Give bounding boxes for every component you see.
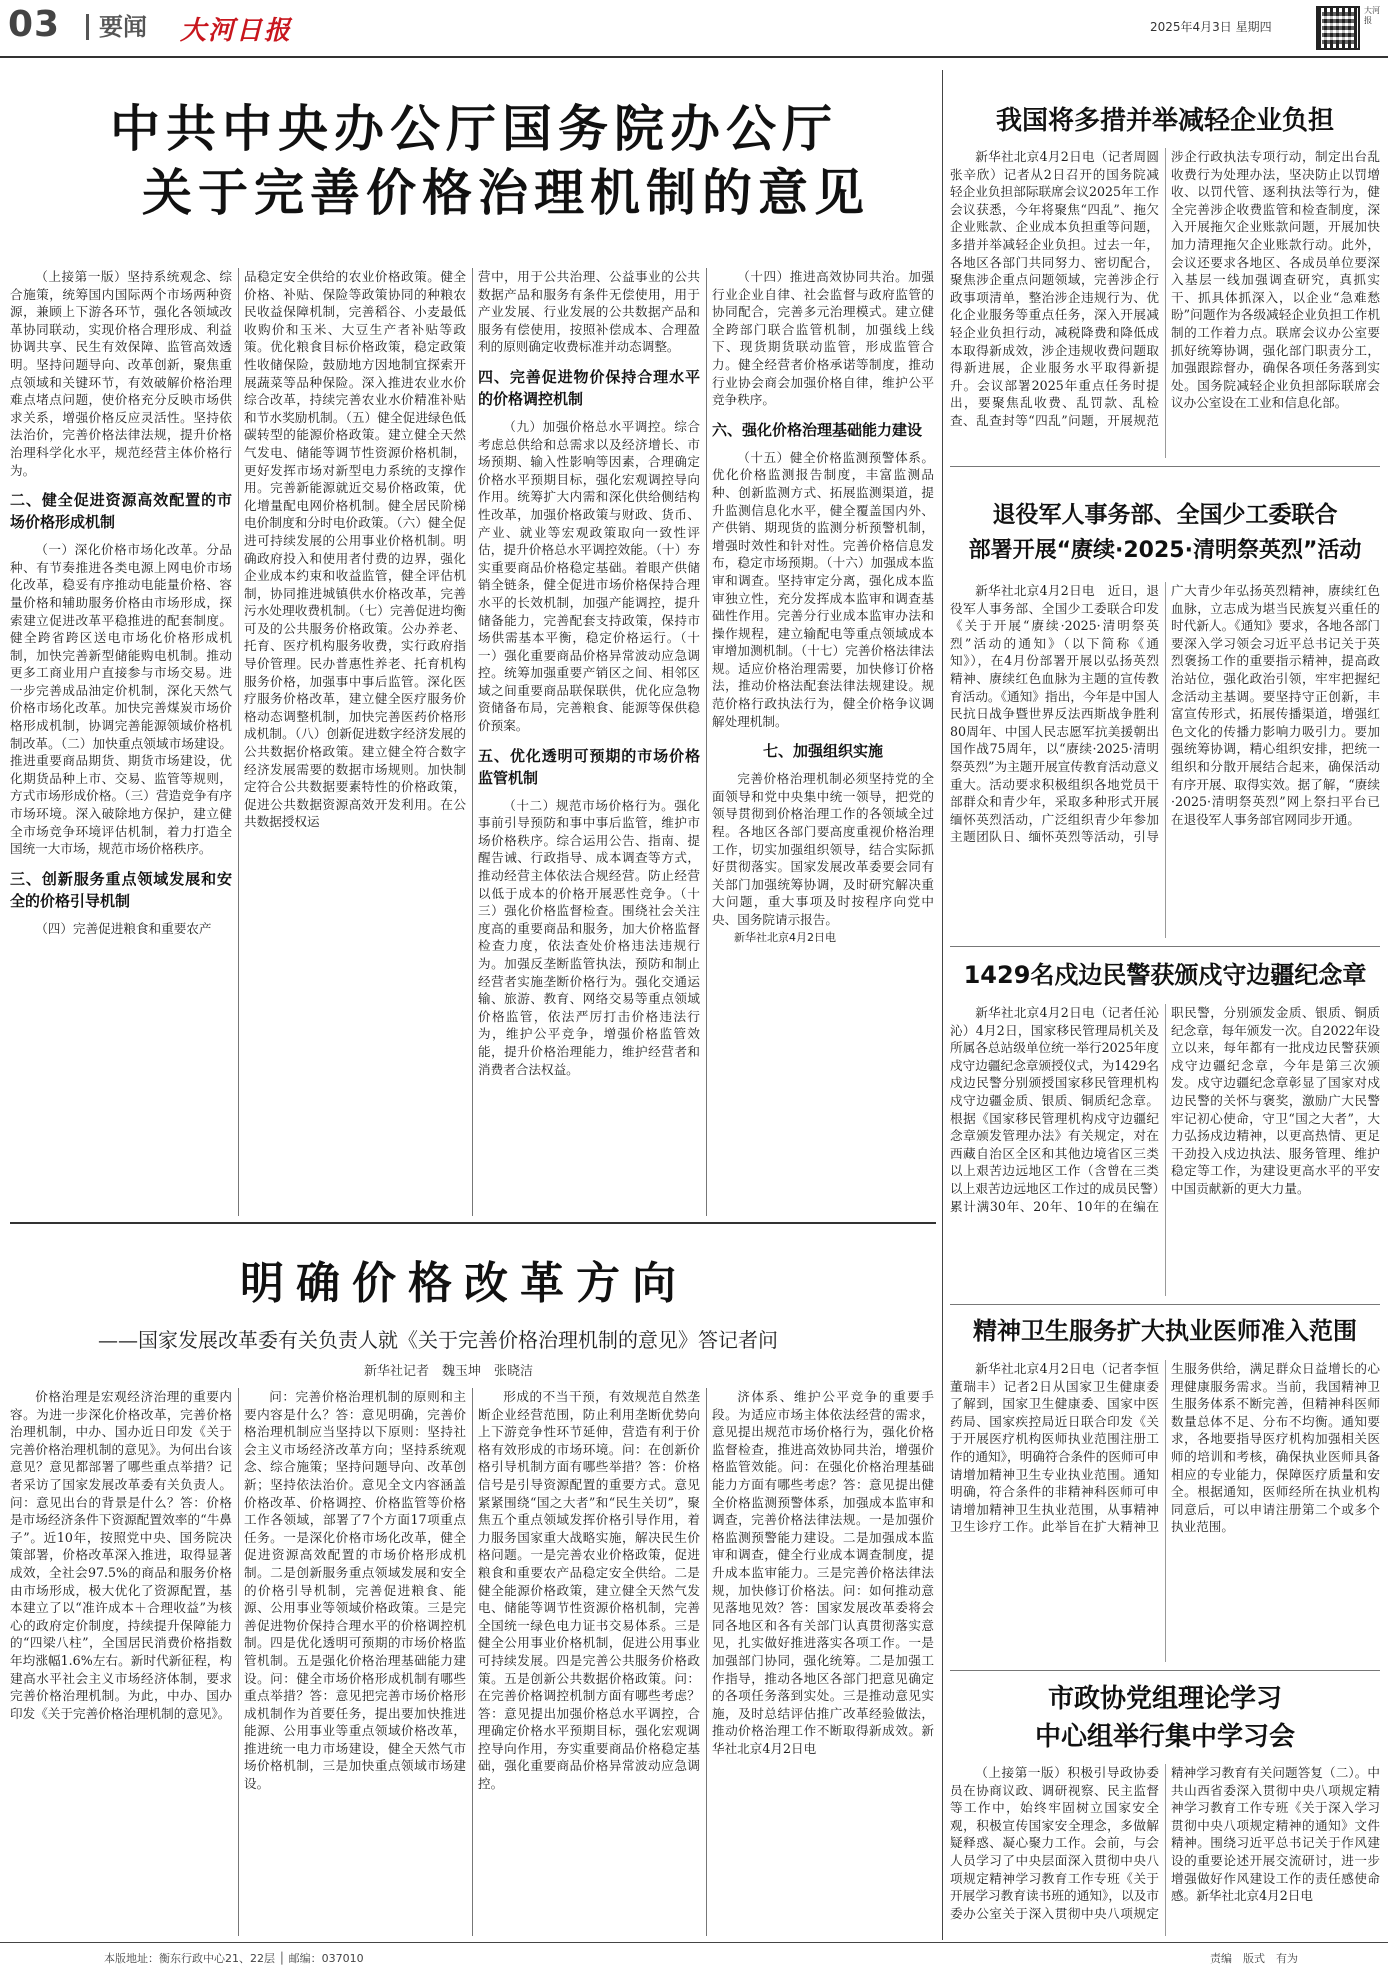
story-rule xyxy=(950,1670,1380,1671)
lead-section-4-body: （九）加强价格总水平调控。综合考虑总供给和总需求以及经济增长、市场预期、输入性影响等因素，合理确定价格水平预期目标，强化宏观调控导向作用。统筹扩大内需和深化供给侧结构性改革，加强价格政策与财政、货币、产业、就业等宏观政策取向一致性评估，提升价格总水平调控效能。（十）夯实重要商品价格稳定基础。着眼产供储销全链条，健全促进市场价格保持合理水平的长效机制，加强产能调控，提升储备能力，完善配套支持政策，保持市场供需基本平衡，稳定价格运行。（十一）强化重要商品价格异常波动应急调控。统筹加强重要产销区之间、相邻区域之间重要商品联保联供，优化应急物资储备布局，完善粮食、能源等保供稳价预案。 xyxy=(478,418,700,734)
lead-column-4-intro: （十四）推进高效协同共治。加强行业企业自律、社会监督与政府监管的协同配合，完善多元治理模式。建立健全跨部门联合监管机制，加强线上线下、现货期货联动监管，形成监管合力。健全经营者价格承诺等制度，推动行业协会商会加强价格自律，维护公平竞争秩序。 xyxy=(712,269,934,408)
story-rule xyxy=(950,1304,1380,1305)
story5-headline-line2: 中心组举行集中学习会 xyxy=(1034,1722,1295,1752)
story4-text: 新华社北京4月2日电（记者李恒 董瑞丰）记者2日从国家卫生健康委了解到，国家卫生健康委、国家中医药局、国家疾控局近日联合印发《关于开展医疗机构医师执业范围注册工作的通知》，明确符合条件的医师可申请增加精神卫生专业执业范围。通知明确，符合条件的非精神科医师可申请增加精神卫生执业范围，从事精神卫生诊疗工作。此举旨在扩大精神卫生服务供给，满足群众日益增长的心理健康服务需求。当前，我国精神卫生服务体系不断完善，但精神科医师数量总体不足、分布不均衡。通知要求，各地要指导医疗机构加强相关医师的培训和考核，确保执业医师具备相应的专业能力，保障医疗质量和安全。根据通知，医师经所在执业机构同意后，可以申请注册第二个或多个执业范围。 xyxy=(950,1361,1380,1535)
column-divider xyxy=(238,1388,239,1936)
story5-body xyxy=(950,1764,1380,1936)
story5-headline-line1: 市政协党组理论学习 xyxy=(1047,1684,1282,1714)
lead-dateline: 新华社北京4月2日电 xyxy=(734,930,836,944)
lead-intro: （上接第一版）坚持系统观念、综合施策，统筹国内国际两个市场两种资源，兼顾上下游各环节，强化各领域改革协同联动，实现价格合理形成、利益协调共享、民生有效保障、监管高效透明。坚持问题导向、改革创新，聚焦重点领域和关键环节，有效破解价格治理难点堵点问题，使价格充分反映市场供求关系，增强价格反应灵活性。坚持依法治价，完善价格法律法规，提升价格治理科学化水平，规范经营主体价格行为。 xyxy=(10,269,232,478)
story-rule xyxy=(950,946,1380,947)
story1-text: 新华社北京4月2日电（记者周圆 张辛欣）记者从2日召开的国务院减轻企业负担部际联席会议2025年工作会议获悉，今年将聚焦“四乱”、拖欠企业账款、企业成本负担重等问题，多措并举减轻企业负担。过去一年，各地区各部门共同努力、密切配合，聚焦涉企重点问题领域，完善涉企行政事项清单，整治涉企违规行为、优化企业服务等重点任务，深入开展减轻企业负担行动，减税降费和降低成本取得新成效，涉企违规收费问题取得新进展，企业服务水平取得新提升。会议部署2025年重点任务时提出，要聚焦乱收费、乱罚款、乱检查、乱查封等“四乱”问题，开展规范涉企行政执法专项行动，制定出台乱收费行为处理办法，坚决防止以罚增收、以罚代管、逐利执法等行为，健全完善涉企收费监管和检查制度，深入开展拖欠企业账款问题，开展加快加力清理拖欠企业账款行动。此外，会议还要求各地区、各成员单位要深入基层一线加强调查研究，真抓实干、抓具体抓深入，以企业“急难愁盼”问题作为各级减轻企业负担工作机制的工作着力点。联席会议办公室要抓好统筹协调，强化部门职责分工，加强跟踪督办，确保各项任务落到实处。国务院减轻企业负担部际联席会议办公室设在工业和信息化部。 xyxy=(950,149,1380,428)
interview-column-4-body: 济体系、维护公平竞争的重要手段。为适应市场主体依法经营的需求，意见提出规范市场价格行为，强化价格监督检查，推进高效协同共治，增强价格监管效能。问：在强化价格治理基础能力方面有哪些考虑？答：意见提出健全价格监测预警体系，加强成本监审和调查，完善价格法律法规。一是加强价格监测预警能力建设。二是加强成本监审和调查，健全行业成本调查制度，提升成本监审能力。三是完善价格法律法规，加快修订价格法。问：如何推动意见落地见效？答：国家发展改革委将会同各地区和各有关部门认真贯彻落实意见，扎实做好推进落实各项工作。一是加强部门协同，强化统筹。二是加强工作指导，推动各地区各部门把意见确定的各项任务落到实处。三是推动意见实施，及时总结评估推广改革经验做法，推动价格治理工作不断取得新成效。新华社北京4月2日电 xyxy=(712,1389,934,1756)
lead-section-6-body: （十五）健全价格监测预警体系。优化价格监测报告制度，丰富监测品种、创新监测方式、拓展监测渠道，提升监测信息化水平，健全覆盖国内外、产供销、期现货的监测分析预警机制，增强时效性和针对性。完善价格信息发布，稳定市场预期。（十六）加强成本监审和调查。坚持审定分离，强化成本监审独立性，充分发挥成本监审和调查基础性作用。完善分行业成本监审办法和操作规程，建立输配电等重点领域成本审增加测机制。（十七）完善价格法律法规。适应价格治理需要，加快修订价格法，推动价格法配套法律法规建设。规范价格行政执法行为，健全价格争议调解处理机制。 xyxy=(712,449,934,729)
lead-section-3-title: 三、创新服务重点领域发展和安全的价格引导机制 xyxy=(10,869,232,910)
lead-column-4 xyxy=(712,268,934,1216)
story2-text: 新华社北京4月2日电 近日，退役军人事务部、全国少工委联合印发《关于开展“赓续·2025·清明祭英烈”活动的通知》（以下简称《通知》），在4月份部署开展以弘扬英烈精神、赓续红色血脉为主题的宣传教育活动。《通知》指出，今年是中国人民抗日战争暨世界反法西斯战争胜利80周年、中国人民志愿军抗美援朝出国作战75周年，以“赓续·2025·清明祭英烈”为主题开展宣传教育活动意义重大。活动要求积极组织各地党员干部群众和青少年，采取多种形式开展缅怀英烈活动，广泛组织青少年参加主题团队日、缅怀英烈等活动，引导广大青少年弘扬英烈精神，赓续红色血脉，立志成为堪当民族复兴重任的时代新人。《通知》要求，各地各部门要深入学习领会习近平总书记关于英烈褒扬工作的重要指示精神，提高政治站位，强化政治引领，牢牢把握纪念活动主基调。要坚持守正创新，丰富宣传形式，拓展传播渠道，增强红色文化的传播力影响力吸引力。要加强统筹协调，精心组织安排，把统一组织和分散开展结合起来，确保活动有序开展、取得实效。据了解，“赓续·2025·清明祭英烈”网上祭扫平台已在退役军人事务部官网同步开通。 xyxy=(950,583,1380,845)
interview-column-1 xyxy=(10,1388,232,1936)
lead-column-1-tail: （四）完善促进粮食和重要农产 xyxy=(35,920,212,936)
footer-rule xyxy=(0,1942,1388,1943)
story2-headline-line2: 部署开展“赓续·2025·清明祭英烈”活动 xyxy=(968,538,1362,563)
column-divider xyxy=(472,1388,473,1936)
lead-section-7-title: 七、加强组织实施 xyxy=(762,742,883,761)
story2-body xyxy=(950,582,1380,938)
column-divider xyxy=(472,268,473,1216)
story1-body xyxy=(950,148,1380,458)
lead-section-6-title: 六、强化价格治理基础能力建设 xyxy=(712,420,923,439)
page-number: 03 xyxy=(8,4,61,45)
interview-column-3 xyxy=(478,1388,700,1936)
lead-section-5-body: （十二）规范市场价格行为。强化事前引导预防和事中事后监管，维护市场价格秩序。综合运用公告、指南、提醒告诫、行政指导、成本调查等方式，推动经营主体依法合规经营。防止经营以低于成本的价格开展恶性竞争。（十三）强化价格监督检查。围绕社会关注度高的重要商品和服务，加大价格监督检查力度，依法查处价格违法违规行为。加强反垄断监管执法，预防和制止经营者实施垄断价格行为。强化交通运输、旅游、教育、网络交易等重点领域价格监管，依法严厉打击价格违法行为，维护公平竞争，增强价格监管效能，提升价格治理能力，维护经营者和消费者合法权益。 xyxy=(478,797,700,1077)
column-divider xyxy=(706,1388,707,1936)
story3-text: 新华社北京4月2日电（记者任沁沁）4月2日，国家移民管理局机关及所属各总站级单位统一举行2025年度戍守边疆纪念章颁授仪式，为1429名戍边民警分别颁授国家移民管理机构戍守边疆金质、银质、铜质纪念章。根据《国家移民管理机构戍守边疆纪念章颁发管理办法》有关规定，对在西藏自治区全区和其他边境省区三类以上艰苦边远地区工作（含曾在三类以上艰苦边远地区工作过的成员民警）累计满30年、20年、10年的在编在职民警，分别颁发金质、银质、铜质纪念章，每年颁发一次。自2022年设立以来，每年都有一批戍边民警获颁戍守边疆纪念章，今年是第三次颁发。戍守边疆纪念章彰显了国家对戍边民警的关怀与褒奖，激励广大民警牢记初心使命，守卫“国之大者”，大力弘扬戍边精神，以更高热情、更足干劲投入戍边执法、服务管理、维护稳定等工作，为建设更高水平的平安中国贡献新的更大力量。 xyxy=(950,1005,1380,1214)
qr-label: 大河报 xyxy=(1364,6,1380,25)
story5-text: （上接第一版）积极引导政协委员在协商议政、调研视察、民主监督等工作中，始终牢固树立国家安全观，积极宣传国家安全理念，多做解疑释惑、凝心聚力工作。会前，与会人员学习了中央层面深入贯彻中央八项规定精神学习教育工作专班《关于开展学习教育读书班的通知》，以及市委办公室关于深入贯彻中央八项规定精神学习教育有关问题答复（二）。中共山西省委深入贯彻中央八项规定精神学习教育工作专班《关于深入学习贯彻中央八项规定精神的通知》文件精神。围绕习近平总书记关于作风建设的重要论述开展交流研讨，进一步增强做好作风建设工作的责任感使命感。新华社北京4月2日电 xyxy=(950,1765,1380,1921)
paper-logo: 大河日报 xyxy=(180,16,293,46)
right-rail-divider xyxy=(942,70,943,1940)
column-divider xyxy=(706,268,707,1216)
story1-headline: 我国将多措并举减轻企业负担 xyxy=(995,106,1334,136)
story4-headline: 精神卫生服务扩大执业医师准入范围 xyxy=(973,1317,1357,1345)
story3-body xyxy=(950,1004,1380,1296)
issue-date: 2025年4月3日 星期四 xyxy=(1150,20,1272,34)
interview-column-1-body: 价格治理是宏观经济治理的重要内容。为进一步深化价格改革，完善价格治理机制，中办、国办近日印发《关于完善价格治理机制的意见》。为何出台该意见？意见都部署了哪些重点举措？记者采访了国家发展改革委有关负责人。问：意见出台的背景是什么？答：价格是市场经济条件下资源配置效率的“牛鼻子”。近10年，按照党中央、国务院决策部署，价格改革深入推进，取得显著成效，全社会97.5%的商品和服务价格由市场形成，极大优化了资源配置，基本建立了以“准许成本＋合理收益”为核心的政府定价制度，持续提升保障能力的“四梁八柱”，全国居民消费价格指数年均涨幅1.6%左右。新时代新征程，构建高水平社会主义市场经济体制，要求完善价格治理机制。为此，中办、国办印发《关于完善价格治理机制的意见》。 xyxy=(10,1389,232,1721)
column-divider xyxy=(238,268,239,1216)
qr-code-icon xyxy=(1316,6,1360,50)
interview-column-4 xyxy=(712,1388,934,1936)
lead-column-2 xyxy=(244,268,466,1216)
interview-headline: 明确价格改革方向 xyxy=(240,1258,688,1309)
interview-byline: 新华社记者 魏玉坤 张晓洁 xyxy=(364,1364,534,1379)
section-label: 要闻 xyxy=(86,14,147,40)
lead-column-3-intro: 营中，用于公共治理、公益事业的公共数据产品和服务有条件无偿使用，用于产业发展、行业发展的公共数据产品和服务有偿使用，按照补偿成本、合理盈利的原则确定收费标准并动态调整。 xyxy=(478,269,700,355)
interview-column-3-body: 形成的不当干预，有效规范自然垄断企业经营范围，防止利用垄断优势向上下游竞争性环节延伸，营造有利于价格有效形成的市场环境。问：在创新价格引导机制方面有哪些举措？答：价格信号是引导资源配置的重要方式。意见紧紧围绕“国之大者”和“民生关切”，聚焦五个重点领域发挥价格引导作用，着力服务国家重大战略实施，解决民生价格问题。一是完善农业价格政策，促进粮食和重要农产品稳定安全供给。二是健全能源价格政策，建立健全天然气发电、储能等调节性资源价格机制，完善全国统一绿色电力证书交易体系。三是健全公用事业价格机制，促进公用事业可持续发展。四是完善公共服务价格政策。五是创新公共数据价格政策。问：在完善价格调控机制方面有哪些考虑？答：意见提出加强价格总水平调控，合理确定价格水平预期目标，强化宏观调控导向作用，夯实重要商品价格稳定基础，强化重要商品价格异常波动应急调控。 xyxy=(478,1389,700,1792)
header-rule xyxy=(0,56,1388,58)
interview-column-2 xyxy=(244,1388,466,1936)
story3-headline: 1429名戍边民警获颁戍守边疆纪念章 xyxy=(963,961,1367,989)
lead-section-5-title: 五、优化透明可预期的市场价格监管机制 xyxy=(478,746,700,787)
lead-column-3 xyxy=(478,268,700,1216)
lead-section-4-title: 四、完善促进物价保持合理水平的价格调控机制 xyxy=(478,367,700,408)
footer-address: 本版地址：衡东行政中心21、22层 │ 邮编：037010 xyxy=(104,1952,364,1965)
lead-section-2-body: （一）深化价格市场化改革。分品种、有节奏推进各类电源上网电价市场化改革，稳妥有序推动电能量价格、容量价格和辅助服务价格由市场形成，探索建立促进改革平稳推进的配套制度。健全跨省跨区送电市场化价格形成机制，加快完善新型储能购电机制。推动更多工商业用户直接参与市场交易。进一步完善成品油定价机制，深化天然气价格市场化改革。加快完善煤炭市场价格形成机制，协调完善能源领域价格机制改革。（二）加快重点领域市场建设。推进重要商品期货、期货市场建设，优化期货品种上市、交易、监管等规则，方式市场形成价格。（三）营造竞争有序市场环境。深入破除地方保护，建立健全市场竞争环境评估机制，着力打造全国统一大市场，规范市场价格秩序。 xyxy=(10,542,232,857)
interview-subtitle: ——国家发展改革委有关负责人就《关于完善价格治理机制的意见》答记者问 xyxy=(98,1328,778,1352)
story2-headline-line1: 退役军人事务部、全国少工委联合 xyxy=(992,502,1338,528)
footer-editors: 责编 版式 有为 xyxy=(1210,1952,1298,1965)
story-rule xyxy=(950,466,1380,467)
lead-column-1 xyxy=(10,268,232,1216)
story4-body xyxy=(950,1360,1380,1662)
lead-section-7-body: 完善价格治理机制必须坚持党的全面领导和党中央集中统一领导，把党的领导贯彻到价格治理工作的各领域全过程。各地区各部门要高度重视价格治理工作，切实加强组织领导，结合实际抓好贯彻落实。国家发展改革委要会同有关部门加强统筹协调，及时研究解决重大问题，重大事项及时按程序向党中央、国务院请示报告。 xyxy=(712,771,934,927)
lead-section-2-title: 二、健全促进资源高效配置的市场价格形成机制 xyxy=(10,491,232,532)
section-rule xyxy=(10,1222,936,1224)
lead-headline-line2: 关于完善价格治理机制的意见 xyxy=(142,164,870,222)
interview-column-2-body: 问：完善价格治理机制的原则和主要内容是什么？答：意见明确，完善价格治理机制应当坚持以下原则：坚持社会主义市场经济改革方向；坚持系统观念、综合施策；坚持问题导向、改革创新；坚持依法治价。意见全文内容涵盖价格改革、价格调控、价格监管等价格工作各领域，部署了7个方面17项重点任务。一是深化价格市场化改革，健全促进资源高效配置的市场价格形成机制。二是创新服务重点领域发展和安全的价格引导机制，完善促进粮食、能源、公用事业等领域价格政策。三是完善促进物价保持合理水平的价格调控机制。四是优化透明可预期的市场价格监管机制。五是强化价格治理基础能力建设。问：健全市场价格形成机制有哪些重点举措？答：意见把完善市场价格形成机制作为首要任务，提出要加快推进能源、公用事业等重点领域价格改革，推进统一电力市场建设，健全天然气市场价格机制，三是加快重点领域市场建设。 xyxy=(244,1389,466,1792)
lead-headline-line1: 中共中央办公厅国务院办公厅 xyxy=(110,100,838,158)
lead-column-2-body: 品稳定安全供给的农业价格政策。健全价格、补贴、保险等政策协同的种粮农民收益保障机制，完善稻谷、小麦最低收购价和玉米、大豆生产者补贴等政策。优化粮食目标价格政策，稳定政策性收储保险，鼓励地方因地制宜探索开展蔬菜等品种保险。深入推进农业水价综合改革，持续完善农业水价精准补贴和节水奖励机制。（五）健全促进绿色低碳转型的能源价格政策。建立健全天然气发电、储能等调节性资源价格机制，更好发挥市场对新型电力系统的支撑作用。完善新能源就近交易价格政策，优化增量配电网价格机制。健全居民阶梯电价制度和分时电价政策。（六）健全促进可持续发展的公用事业价格机制。明确政府投入和使用者付费的边界，强化企业成本约束和收益监管，健全评估机制，协同推进城镇供水价格改革，完善污水处理收费机制。（七）完善促进均衡可及的公共服务价格政策。公办养老、托育、医疗机构服务收费，实行政府指导价管理。民办普惠性养老、托育机构服务价格，加强事中事后监管。深化医疗服务价格改革，建立健全医疗服务价格动态调整机制，加快完善医药价格形成机制。（八）创新促进数字经济发展的公共数据价格政策。建立健全符合数字经济发展需要的数据市场规则。加快制定符合公共数据要素特性的价格政策，促进公共数据资源高效开发利用。在公共数据授权运 xyxy=(244,269,466,830)
